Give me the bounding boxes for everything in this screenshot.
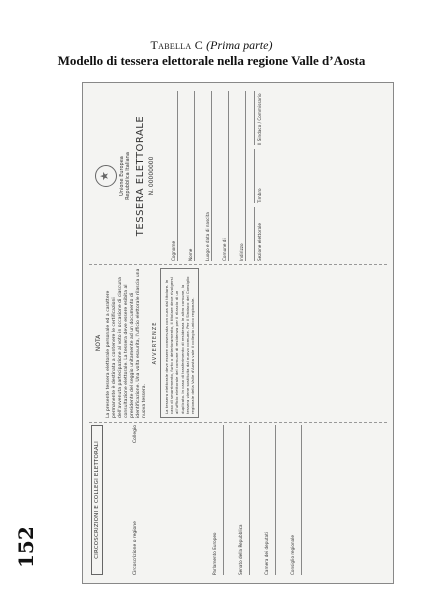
list-item: Camera dei deputati [250,425,276,575]
table-caption [0,38,423,53]
holder-field: Cognome [161,91,178,261]
rows-list [198,425,302,575]
page-number [14,526,54,568]
nota-panel [91,268,385,418]
nota-text: La presente tessera elettorale personale ed a carattere permanente è destinata a contenere le certificazioni dell'avvenuta partecipazione al voto in occasione di ciascuna consultazione elettorale. La tessera deve essere esibita al presidente del seggio unitamente ad un documento di identificazione. Una volta esaurita, l'ufficio elettorale rilascia una nuova tessera. [106,268,147,418]
list-item: Senato della Repubblica [224,425,250,575]
page-heading: Modello di tessera elettorale nella regione Valle d’Aosta [57,53,366,68]
holder-field: Luogo e data di nascita [195,91,212,261]
scanned-card-image [82,82,394,584]
circoscrizioni-title: CIRCOSCRIZIONI E COLLEGI ELETTORALI [91,425,103,575]
stamp-label: Sezione elettorale [254,207,284,261]
holder-field: Indirizzo [229,91,246,261]
list-item: Parlamento Europeo [198,425,224,575]
nota-title: NOTA [95,334,102,352]
emblem-line: Repubblica Italiana [125,152,131,200]
page-number-text: 152 [14,526,38,568]
tessera-panel [91,91,385,261]
fold-line [89,264,387,265]
caption-prefix: Tabella C [150,38,204,52]
holder-field: Nome [178,91,195,261]
card-title: TESSERA ELETTORALE [135,115,146,237]
stamp-area [254,91,284,261]
stamp-label: Timbro [254,149,284,203]
panel-column-headers [133,425,138,575]
avvertenze-text: La tessera elettorale deve essere conservata con cura dal titolare. In caso di smarrimento, furto o deterioramento, il titolare deve rivolgersi all'ufficio elettorale del comune di residenza per il rilascio di un duplicato. In caso di trasferimento di residenza in altro comune, la tessera viene sostituita dal nuovo comune. Per il Sindaco del Consiglio regionale della Valle d'Aosta vale il collegio unico regionale. [160,268,199,418]
republic-emblem-icon [95,165,117,187]
stamp-label: Il Sindaco / Commissario [254,91,284,145]
caption-suffix: (Prima parte) [206,38,273,52]
list-item: Consiglio regionale [276,425,302,575]
avvertenze-title: AVVERTENZE [152,321,158,365]
circoscrizioni-panel [91,425,385,575]
fold-line [89,422,387,423]
holder-field: Comune di [212,91,229,261]
holder-fields [161,91,246,261]
circoscrizione-label: Circoscrizione o regione [133,521,138,575]
emblem-line: Unione Europea [119,156,125,196]
collegio-label: Collegio [133,425,138,444]
card-number: N. 00000000 [148,156,155,196]
electoral-card [83,83,393,583]
